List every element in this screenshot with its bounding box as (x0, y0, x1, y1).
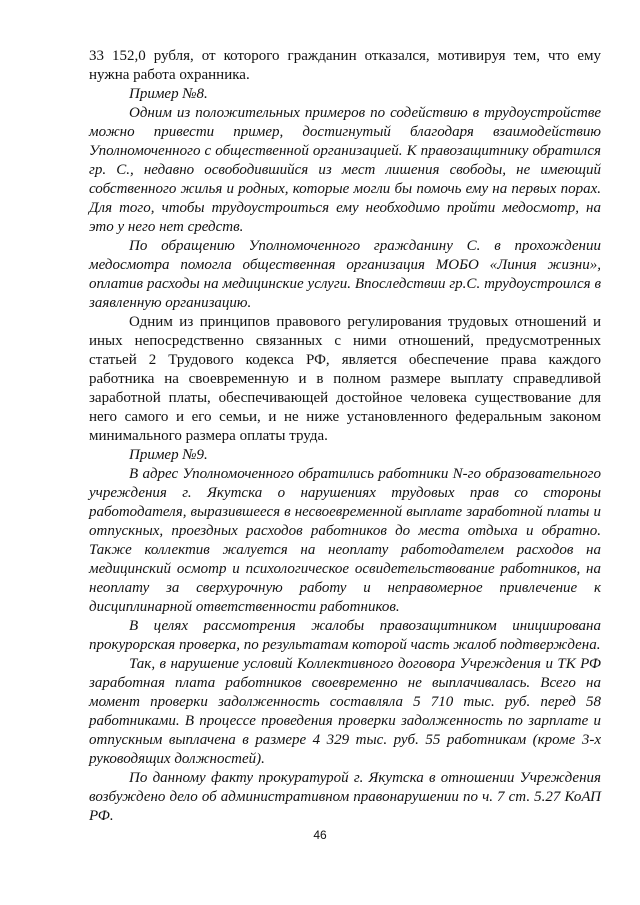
example-9-paragraph-4: По данному факту прокуратурой г. Якутска в отношении Учреждения возбуждено дело об административном правонарушении по ч. 7 ст. 5.27 КоАП РФ. (89, 770, 601, 824)
example-9-paragraph-3: Так, в нарушение условий Коллективного договора Учреждения и ТК РФ заработная плата работников своевременно не выплачивалась. Всего на момент проверки задолженность составляла 5 710 тыс. руб. перед 58 работниками. В процессе проведения проверки задолженность по зарплате и отпускным выплачена в размере 4 329 тыс. руб. 55 работникам (кроме 3-х руководящих должностей). (89, 656, 601, 767)
example-9-paragraph-1: В адрес Уполномоченного обратились работники N-го образовательного учреждения г. Якутска о нарушениях трудовых прав со стороны работодателя, выразившееся в несвоевременной выплате заработной платы и отпускных, проездных расходов работников до места отдыха и обратно. Также коллектив жалуется на неоплату работодателем расходов на медицинский осмотр и психологическое освидетельствование работников, на неоплату за сверхурочную работу и неправомерное привлечение к дисциплинарной ответственности работников. (89, 466, 601, 615)
labor-law-principle-paragraph: Одним из принципов правового регулирования трудовых отношений и иных непосредственно связанных с ними отношений, предусмотренных статьей 2 Трудового кодекса РФ, является обеспечение права каждого работника на своевременную и в полном размере выплату справедливой заработной платы, обеспечивающей достойное человека существование для него самого и его семьи, и не ниже установленного федеральным законом минимального размера оплаты труда. (89, 314, 601, 444)
example-9-paragraph-2: В целях рассмотрения жалобы правозащитником инициирована прокурорская проверка, по результатам которой часть жалоб подтверждена. (89, 618, 601, 653)
example-9-label: Пример №9. (129, 447, 208, 463)
page-number: 46 (313, 828, 327, 842)
example-8-paragraph-1: Одним из положительных примеров по содействию в трудоустройстве можно привести пример, достигнутый благодаря взаимодействию Уполномоченного с общественной организацией. К правозащитнику обратился гр. С., недавно освободившийся из мест лишения свободы, не имеющий собственного жилья и родных, которые могли бы помочь ему на первых порах. Для того, чтобы трудоустроиться ему необходимо пройти медосмотр, на это у него нет средств. (89, 105, 601, 235)
example-8-paragraph-2: По обращению Уполномоченного гражданину С. в прохождении медосмотра помогла общественная организация МОБО «Линия жизни», оплатив расходы на медицинские услуги. Впоследствии гр.С. трудоустроился в заявленную организацию. (89, 238, 601, 311)
page-body (89, 47, 601, 826)
example-8-label: Пример №8. (129, 86, 208, 102)
paragraph-continuation: 33 152,0 рубля, от которого гражданин отказался, мотивируя тем, что ему нужна работа охранника. (89, 48, 601, 83)
